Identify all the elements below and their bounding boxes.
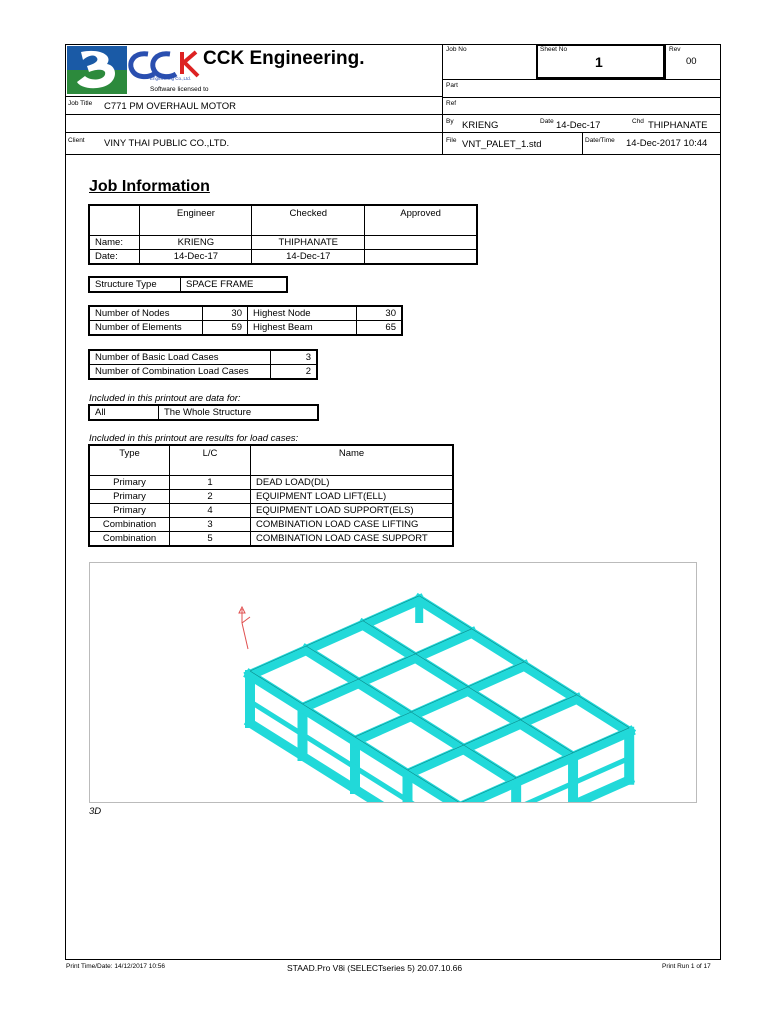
table-row	[89, 476, 453, 490]
combo-load-value: 2	[271, 365, 318, 380]
sheet-no-label: Sheet No	[540, 46, 568, 53]
col-approved: Approved	[365, 205, 477, 236]
logo-small-text: Engineering Co.,Ltd.	[150, 76, 192, 81]
nodes-value: 30	[203, 306, 248, 321]
view-caption: 3D	[89, 806, 102, 817]
engineer-name: KRIENG	[140, 236, 252, 250]
table-row	[89, 532, 453, 547]
axis-z	[242, 623, 248, 649]
lc-number: 5	[170, 532, 251, 547]
lc-name: EQUIPMENT LOAD LIFT(ELL)	[251, 490, 454, 504]
file-value: VNT_PALET_1.std	[462, 139, 542, 150]
counts-table	[88, 305, 403, 336]
highest-beam-value: 65	[357, 321, 403, 336]
client-value: VINY THAI PUBLIC CO.,LTD.	[104, 138, 230, 149]
lc-type: Combination	[89, 532, 170, 547]
load-case-counts-table	[88, 349, 318, 380]
approved-name	[365, 236, 477, 250]
footer-print-time: Print Time/Date: 14/12/2017 10:56	[66, 963, 166, 970]
datetime-value: 14-Dec-2017 10:44	[626, 138, 708, 149]
lc-name: COMBINATION LOAD CASE SUPPORT	[251, 532, 454, 547]
elements-value: 59	[203, 321, 248, 336]
data-scope: All	[89, 405, 159, 420]
company-logo	[67, 46, 127, 94]
lc-number: 2	[170, 490, 251, 504]
licensed-text: Software licensed to	[150, 86, 209, 93]
highest-node-label: Highest Node	[248, 306, 357, 321]
approved-date	[365, 250, 477, 265]
date-value: 14-Dec-17	[556, 120, 601, 131]
structure-type-table	[88, 276, 288, 293]
basic-load-label: Number of Basic Load Cases	[89, 350, 271, 365]
job-title-value: C771 PM OVERHAUL MOTOR	[104, 101, 236, 112]
footer-print-run: Print Run 1 of 17	[662, 963, 711, 970]
lc-number: 1	[170, 476, 251, 490]
lc-type: Primary	[89, 490, 170, 504]
basic-load-value: 3	[271, 350, 318, 365]
lc-type: Primary	[89, 504, 170, 518]
client-label: Client	[68, 137, 85, 144]
combo-load-label: Number of Combination Load Cases	[89, 365, 271, 380]
company-name: CCK Engineering.	[203, 48, 365, 69]
checked-date: 14-Dec-17	[252, 250, 365, 265]
engineer-date: 14-Dec-17	[140, 250, 252, 265]
by-value: KRIENG	[462, 120, 499, 131]
lc-header-type: Type	[89, 445, 170, 476]
lc-number: 3	[170, 518, 251, 532]
results-caption: Included in this printout are results for load cases:	[89, 433, 299, 444]
job-title-label: Job Title	[68, 100, 93, 107]
part-label: Part	[446, 82, 458, 89]
highest-beam-label: Highest Beam	[248, 321, 357, 336]
structure-type-label: Structure Type	[89, 277, 181, 292]
elements-label: Number of Elements	[89, 321, 203, 336]
checked-name: THIPHANATE	[252, 236, 365, 250]
ref-label: Ref	[446, 100, 457, 107]
job-info-table	[88, 204, 478, 265]
data-desc: The Whole Structure	[159, 405, 319, 420]
pallet-frame-3d	[90, 563, 696, 802]
col-checked: Checked	[252, 205, 365, 236]
load-cases-table	[88, 444, 454, 547]
3d-view-frame	[89, 562, 697, 803]
lc-name: EQUIPMENT LOAD SUPPORT(ELS)	[251, 504, 454, 518]
lc-header-name: Name	[251, 445, 454, 476]
table-row	[89, 518, 453, 532]
printout-data-table	[88, 404, 319, 421]
chd-value: THIPHANATE	[648, 120, 708, 131]
name-label: Name:	[89, 236, 140, 250]
highest-node-value: 30	[357, 306, 403, 321]
sheet-no-value: 1	[595, 54, 603, 70]
file-label: File	[446, 137, 457, 144]
date-label: Date	[540, 118, 554, 125]
rev-label: Rev	[669, 46, 681, 53]
axis-x	[242, 617, 250, 623]
nodes-label: Number of Nodes	[89, 306, 203, 321]
job-no-label: Job No	[446, 46, 467, 53]
lc-type: Combination	[89, 518, 170, 532]
lc-number: 4	[170, 504, 251, 518]
structure-type-value: SPACE FRAME	[181, 277, 288, 292]
date-label-row: Date:	[89, 250, 140, 265]
table-row	[89, 504, 453, 518]
lc-name: COMBINATION LOAD CASE LIFTING	[251, 518, 454, 532]
lc-name: DEAD LOAD(DL)	[251, 476, 454, 490]
chd-label: Chd	[632, 118, 644, 125]
job-info-heading: Job Information	[89, 178, 210, 195]
lc-type: Primary	[89, 476, 170, 490]
datetime-label: Date/Time	[585, 137, 615, 144]
data-caption: Included in this printout are data for:	[89, 393, 241, 404]
table-row	[89, 490, 453, 504]
by-label: By	[446, 118, 454, 125]
col-engineer: Engineer	[140, 205, 252, 236]
rev-value: 00	[686, 56, 697, 67]
lc-header-lc: L/C	[170, 445, 251, 476]
footer-software: STAAD.Pro V8i (SELECTseries 5) 20.07.10.66	[287, 963, 463, 973]
